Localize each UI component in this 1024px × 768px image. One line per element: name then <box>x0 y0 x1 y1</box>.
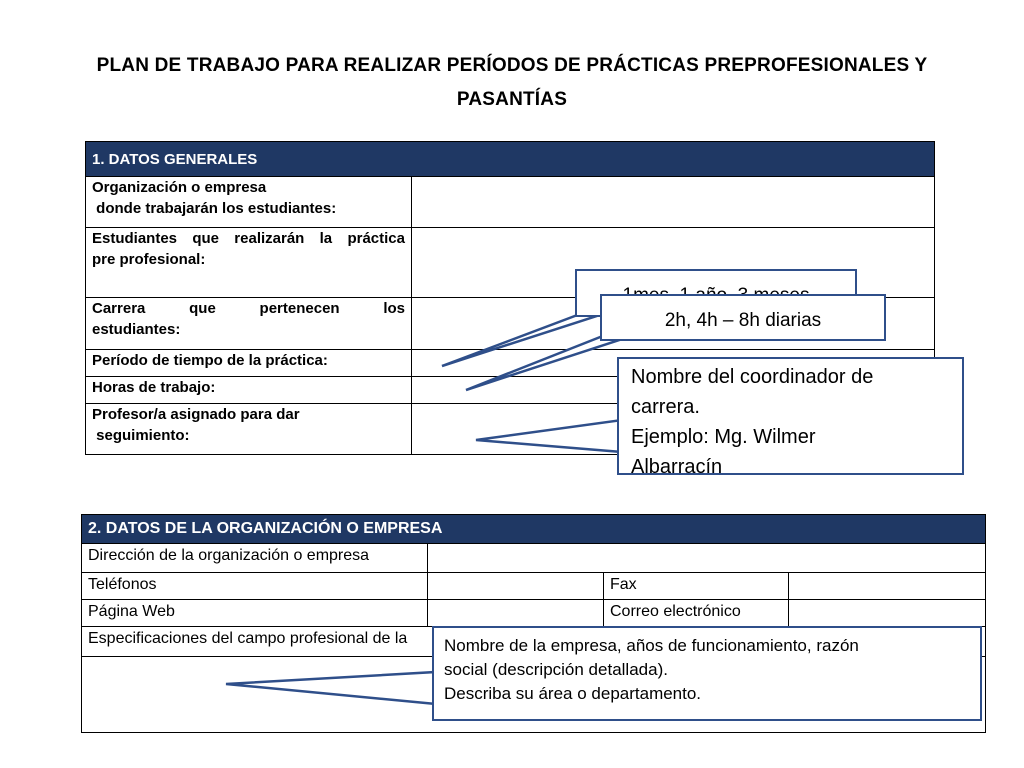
callout-tail-profesor <box>476 420 622 452</box>
label-pagina-web: Página Web <box>82 600 428 627</box>
callout-tail-empresa <box>226 672 436 704</box>
section1-header: 1. DATOS GENERALES <box>86 142 935 177</box>
page-title-line2: PASANTÍAS <box>456 89 568 110</box>
label-periodo: Período de tiempo de la práctica: <box>86 350 412 377</box>
label-horas: Horas de trabajo: <box>86 377 412 404</box>
label-fax: Fax <box>604 573 789 600</box>
label-organizacion: Organización o empresa donde trabajarán los estudiantes: <box>86 177 412 228</box>
label-especificaciones: Especificaciones del campo profesional de la <box>82 627 986 657</box>
callout-empresa: Nombre de la empresa, años de funcionamiento, razón social (descripción detallada). Describa su área o departamento. <box>432 626 982 721</box>
label-carrera: Carrera que pertenecen los estudiantes: <box>86 298 412 350</box>
label-profesor: Profesor/a asignado para dar seguimiento: <box>86 404 412 455</box>
section2-header: 2. DATOS DE LA ORGANIZACIÓN O EMPRESA <box>82 515 986 544</box>
label-direccion: Dirección de la organización o empresa <box>82 544 428 573</box>
callout-coordinador: Nombre del coordinador de carrera. Ejemplo: Mg. Wilmer Albarracín <box>617 357 964 475</box>
label-correo: Correo electrónico <box>604 600 789 627</box>
page-title: PLAN DE TRABAJO PARA REALIZAR PERÍODOS DE PRÁCTICAS PREPROFESIONALES Y <box>96 55 928 76</box>
label-telefonos: Teléfonos <box>82 573 428 600</box>
label-estudiantes: Estudiantes que realizarán la práctica pre profesional: <box>86 228 412 298</box>
callout-horas: 2h, 4h – 8h diarias <box>600 294 886 341</box>
